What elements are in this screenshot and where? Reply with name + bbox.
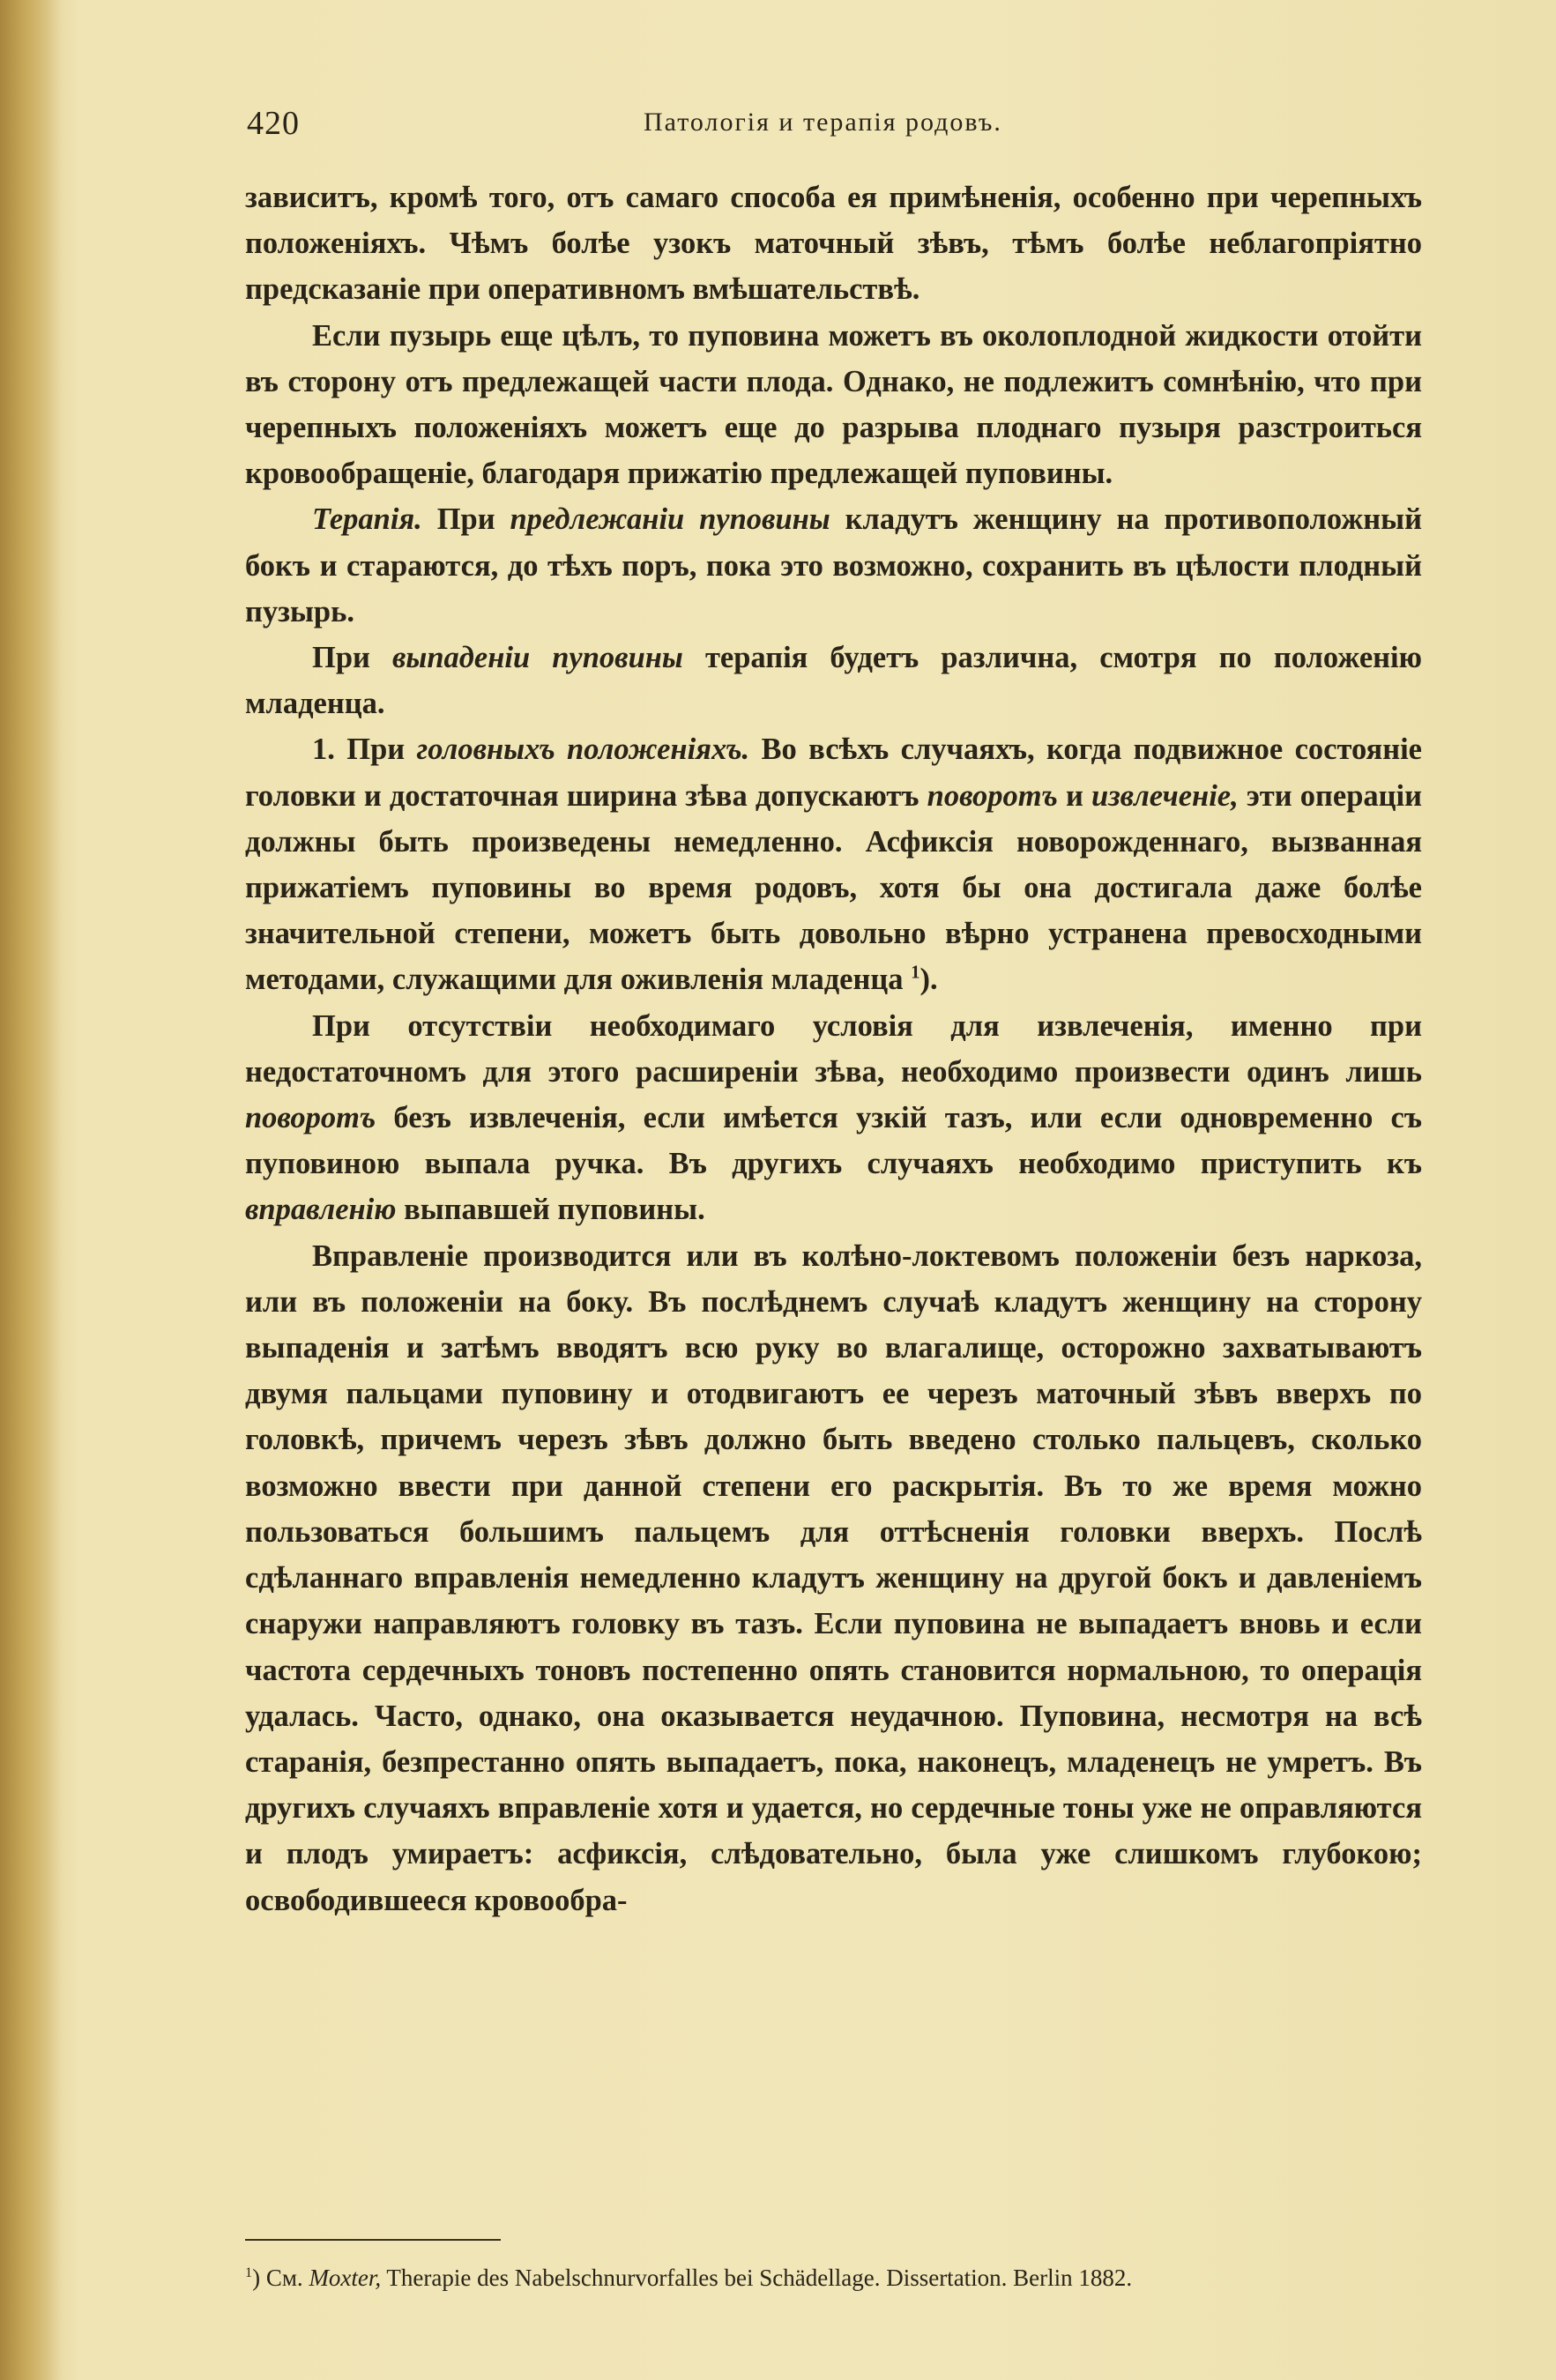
footnote-mark: 1	[245, 2265, 253, 2280]
paragraph-3	[245, 496, 1422, 635]
paragraph-4	[245, 635, 1422, 726]
footnote-divider	[245, 2239, 501, 2241]
emphasis-head-positions: головныхъ положеніяхъ.	[416, 733, 750, 767]
footnote-reference[interactable]: 1	[911, 963, 920, 983]
paragraph-5-text-e: ).	[919, 963, 938, 997]
paragraph-5-text-d: эти операціи должны быть произведены немедленно. Асфиксія новорожденнаго, вызванная прижатіемъ пуповины во время родовъ, хотя бы она достигала даже болѣе значительной степени, можетъ быть довольно вѣрно устранена превосходными методами, служащими для оживленія младенца	[245, 778, 1422, 997]
emphasis-version-2: поворотъ	[245, 1101, 376, 1135]
page-header	[247, 104, 1428, 148]
paragraph-5-text-a: 1. При	[312, 733, 417, 767]
book-spine-shadow	[0, 0, 62, 2380]
paragraph-5-text-b: Во всѣхъ случаяхъ, когда подвижное состояніе головки и достаточная ширина зѣва допускаютъ	[245, 733, 1422, 813]
paragraph-5-text-c: и	[1057, 778, 1092, 813]
paragraph-6-text-c: выпавшей пуповины.	[396, 1193, 705, 1227]
emphasis-prolapse: выпаденіи пуповины	[392, 641, 683, 675]
paragraph-2	[245, 313, 1422, 497]
paragraph-6-text-b: безъ извлеченія, если имѣется узкій тазъ, или если одновременно съ пуповиною выпала ручка. Въ другихъ случаяхъ необходимо приступить къ	[245, 1101, 1422, 1181]
footnote	[245, 2262, 1422, 2294]
emphasis-reposition: вправленію	[245, 1193, 397, 1227]
section-heading-therapy: Терапія.	[312, 502, 422, 537]
emphasis-extraction: извлеченіе,	[1091, 778, 1239, 813]
emphasis-version: поворотъ	[927, 778, 1058, 813]
footnote-text-a: ) См.	[252, 2265, 309, 2291]
footnote-text-b: Therapie des Nabelschnurvorfalles bei Schädellage. Dissertation. Berlin 1882.	[381, 2265, 1133, 2291]
footnote-author: Moxter,	[309, 2265, 382, 2291]
paragraph-3-text-a: При	[421, 502, 510, 537]
paragraph-6	[245, 1003, 1422, 1233]
paragraph-7	[245, 1233, 1422, 1923]
paragraph-3-text-b: кладутъ женщину на противоположный бокъ и стараются, до тѣхъ поръ, пока это возможно, сохранить въ цѣлости плодный пузырь.	[245, 502, 1422, 628]
page-number: 420	[247, 105, 300, 142]
emphasis-presentation: предлежаніи пуповины	[510, 502, 830, 537]
main-text	[245, 175, 1422, 1923]
paragraph-4-text-a: При	[312, 641, 392, 675]
paragraph-6-text-a: При отсутствіи необходимаго условія для извлеченія, именно при недостаточномъ для этого расширеніи зѣва, необходимо произвести одинъ лишь	[245, 1008, 1422, 1089]
paragraph-4-text-b: терапія будетъ различна, смотря по положенію младенца.	[245, 641, 1422, 721]
paragraph-5	[245, 726, 1422, 1002]
paragraph-7-text: Вправленіе производится или въ колѣно-локтевомъ положеніи безъ наркоза, или въ положеніи на боку. Въ послѣднемъ случаѣ кладутъ женщину на сторону выпаденія и затѣмъ вводятъ всю руку во влагалище, осторожно захватываютъ двумя пальцами пуповину и отодвигаютъ ее черезъ маточный зѣвъ вверхъ по головкѣ, причемъ черезъ зѣвъ должно быть введено столько пальцевъ, сколько возможно ввести при данной степени его раскрытія. Въ то же время можно пользоваться большимъ пальцемъ для оттѣсненія головки вверхъ. Послѣ сдѣланнаго вправленія немедленно кладутъ женщину на другой бокъ и давленіемъ снаружи направляютъ головку въ тазъ. Если пуповина не выпадаетъ вновь и если частота сердечныхъ тоновъ постепенно опять становится нормальною, то операція удалась. Часто, однако, она оказывается неудачною. Пуповина, несмотря на всѣ старанія, безпрестанно опять выпадаетъ, пока, наконецъ, младенецъ не умретъ. Въ другихъ случаяхъ вправленіе хотя и удается, но сердечные тоны уже не оправляются и плодъ умираетъ: асфиксія, слѣдовательно, была уже слишкомъ глубокою; освободившееся кровообра-	[245, 1238, 1422, 1917]
running-title: Патологія и терапія родовъ.	[644, 108, 1002, 137]
paragraph-1	[245, 175, 1422, 313]
paragraph-2-text: Если пузырь еще цѣлъ, то пуповина можетъ въ околоплодной жидкости отойти въ сторону отъ предлежащей части плода. Однако, не подлежитъ сомнѣнію, что при черепныхъ положеніяхъ можетъ еще до разрыва плоднаго пузыря разстроиться кровообращеніе, благодаря прижатію предлежащей пуповины.	[245, 318, 1422, 491]
paragraph-1-text: зависитъ, кромѣ того, отъ самаго способа ея примѣненія, особенно при черепныхъ положеніяхъ. Чѣмъ болѣе узокъ маточный зѣвъ, тѣмъ болѣе неблагопріятно предсказаніе при оперативномъ вмѣшательствѣ.	[245, 181, 1422, 307]
